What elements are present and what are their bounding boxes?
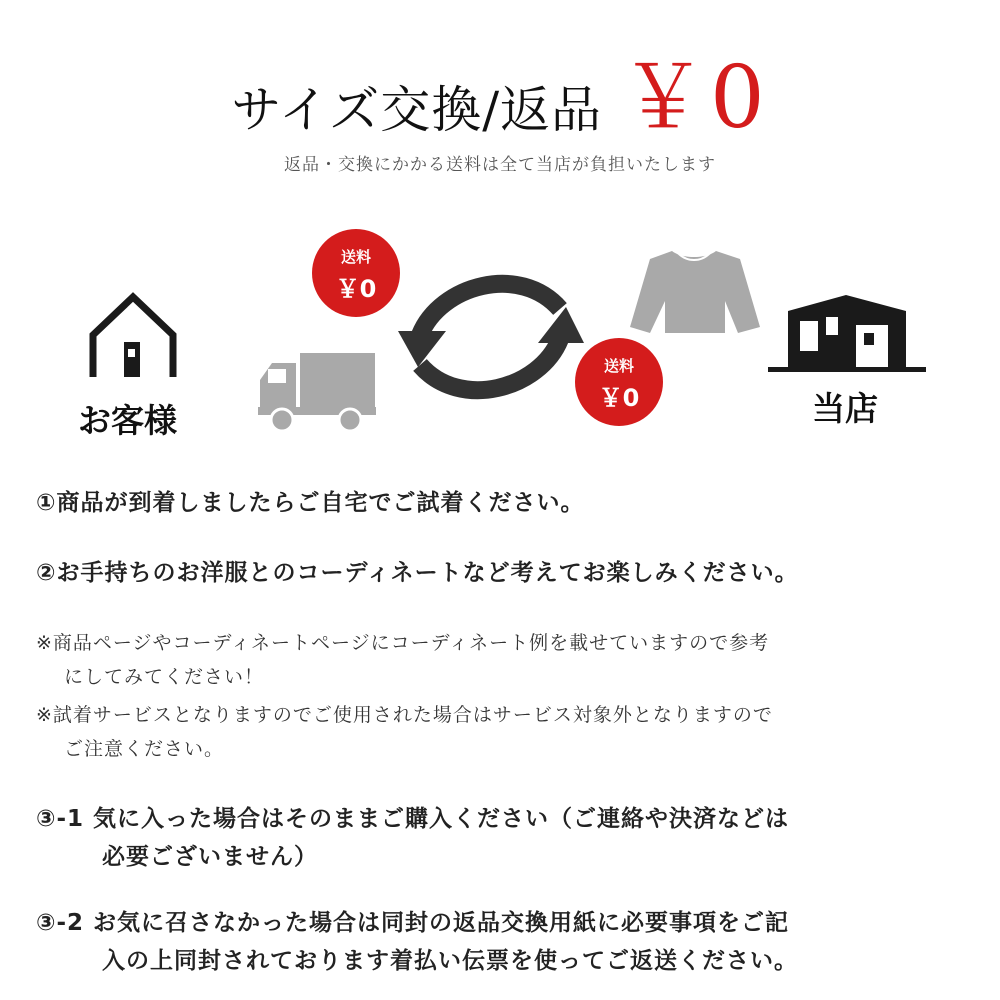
shop-building-icon — [768, 295, 926, 372]
house-icon — [93, 297, 173, 377]
step-3-1-line-1: ③-1 気に入った場合はそのままご購入ください（ご連絡や決済などは — [36, 806, 790, 832]
step-2: ②お手持ちのお洋服とのコーディネートなど考えてお楽しみください。 — [36, 560, 799, 586]
shipping-free-badge-2 — [575, 338, 663, 426]
shop-label: 当店 — [812, 389, 878, 428]
note-2-line-2: ご注意ください。 — [64, 738, 225, 760]
badge-label: 送料 — [603, 357, 634, 375]
step-3-1-line-2: 必要ございません） — [102, 844, 318, 870]
customer-label: お客様 — [78, 401, 177, 440]
exchange-illustration — [0, 215, 1000, 455]
subtitle: 返品・交換にかかる送料は全て当店が負担いたします — [284, 155, 716, 175]
note-1-line-1: ※商品ページやコーディネートページにコーディネート例を載せていますので参考 — [36, 632, 770, 654]
badge-value: ￥0 — [335, 275, 377, 303]
step-3-2-line-2: 入の上同封されております着払い伝票を使ってご返送ください。 — [102, 948, 798, 974]
badge-label: 送料 — [340, 248, 371, 266]
page-title — [0, 28, 1000, 148]
note-1-line-2: にしてみてください！ — [64, 666, 265, 688]
truck-icon — [258, 353, 376, 431]
badge-value: ￥0 — [598, 384, 640, 412]
step-1: ①商品が到着しましたらご自宅でご試着ください。 — [36, 490, 585, 516]
sweater-icon — [630, 251, 760, 333]
step-3-2-line-1: ③-2 お気に召さなかった場合は同封の返品交換用紙に必要事項をご記 — [36, 910, 790, 936]
title-price: ￥0 — [620, 48, 769, 148]
exchange-arrows-icon — [398, 284, 584, 390]
note-2-line-1: ※試着サービスとなりますのでご使用された場合はサービス対象外となりますので — [36, 704, 773, 726]
shipping-free-badge-1 — [312, 229, 400, 317]
title-text: サイズ交換/返品 — [231, 81, 603, 139]
